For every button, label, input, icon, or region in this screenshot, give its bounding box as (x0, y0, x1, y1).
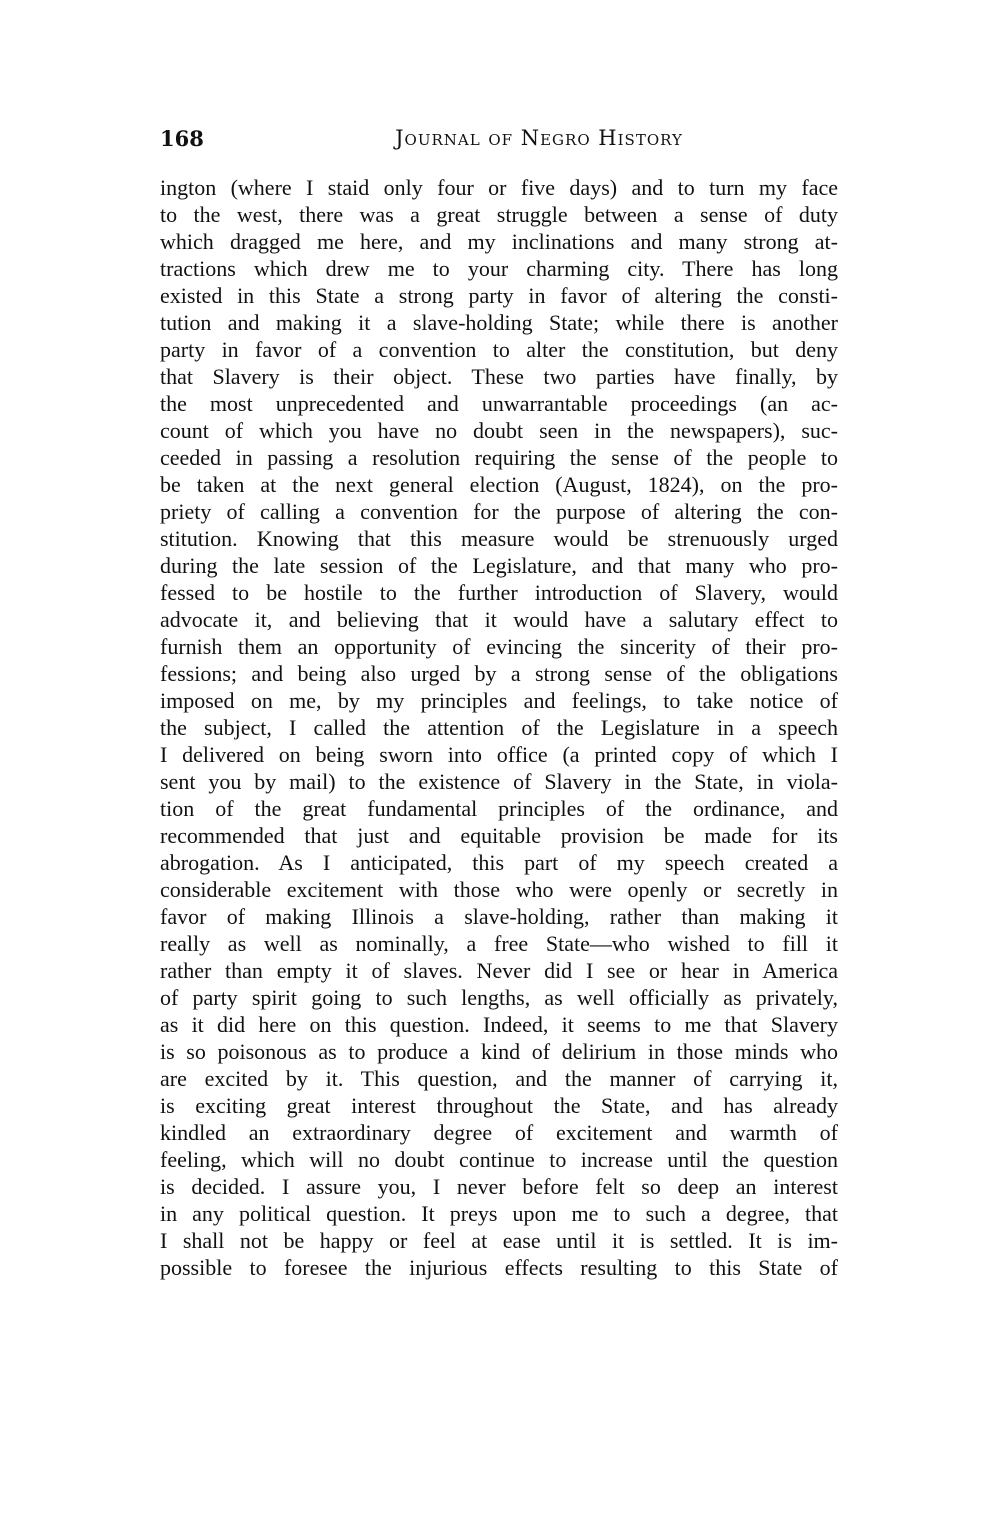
text-line: abrogation. As I anticipated, this part of my speech created a (160, 850, 838, 875)
body-text (160, 174, 838, 1281)
text-line: is decided. I assure you, I never before felt so deep an interest (160, 1174, 838, 1199)
text-line: ington (where I staid only four or five days) and to turn my face (160, 175, 838, 200)
text-line: fessed to be hostile to the further introduction of Slavery, would (160, 580, 838, 605)
text-line: priety of calling a convention for the purpose of altering the con- (160, 499, 838, 524)
text-line: which dragged me here, and my inclinations and many strong at- (160, 229, 838, 254)
text-line: kindled an extraordinary degree of excitement and warmth of (160, 1120, 838, 1145)
page-header (160, 126, 838, 156)
text-line: advocate it, and believing that it would have a salutary effect to (160, 607, 838, 632)
text-line: considerable excitement with those who were openly or secretly in (160, 877, 838, 902)
text-line: party in favor of a convention to alter the constitution, but deny (160, 337, 838, 362)
text-line: possible to foresee the injurious effects resulting to this State of (160, 1255, 838, 1280)
text-line: feeling, which will no doubt continue to increase until the question (160, 1147, 838, 1172)
text-line: as it did here on this question. Indeed, it seems to me that Slavery (160, 1012, 838, 1037)
running-title: Journal of Negro History (395, 126, 683, 150)
text-line: stitution. Knowing that this measure would be strenuously urged (160, 526, 838, 551)
text-line: really as well as nominally, a free State—who wished to fill it (160, 931, 838, 956)
text-line: are excited by it. This question, and the manner of carrying it, (160, 1066, 838, 1091)
text-line: during the late session of the Legislature, and that many who pro- (160, 553, 838, 578)
text-line: fessions; and being also urged by a strong sense of the obligations (160, 661, 838, 686)
text-line: of party spirit going to such lengths, as well officially as privately, (160, 985, 838, 1010)
text-line: is exciting great interest throughout the State, and has already (160, 1093, 838, 1118)
text-line: sent you by mail) to the existence of Slavery in the State, in viola- (160, 769, 838, 794)
text-line: existed in this State a strong party in favor of altering the consti- (160, 283, 838, 308)
text-line: recommended that just and equitable provision be made for its (160, 823, 838, 848)
text-line: imposed on me, by my principles and feelings, to take notice of (160, 688, 838, 713)
text-line: favor of making Illinois a slave-holding, rather than making it (160, 904, 838, 929)
text-line: that Slavery is their object. These two parties have finally, by (160, 364, 838, 389)
text-line: tution and making it a slave-holding State; while there is another (160, 310, 838, 335)
text-line: rather than empty it of slaves. Never did I see or hear in America (160, 958, 838, 983)
text-line: furnish them an opportunity of evincing the sincerity of their pro- (160, 634, 838, 659)
text-line: is so poisonous as to produce a kind of delirium in those minds who (160, 1039, 838, 1064)
text-line: be taken at the next general election (August, 1824), on the pro- (160, 472, 838, 497)
page-number: 168 (160, 126, 204, 151)
text-line: tractions which drew me to your charming city. There has long (160, 256, 838, 281)
text-line: the most unprecedented and unwarrantable proceedings (an ac- (160, 391, 838, 416)
text-line: the subject, I called the attention of the Legislature in a speech (160, 715, 838, 740)
text-line: I delivered on being sworn into office (a printed copy of which I (160, 742, 838, 767)
text-line: tion of the great fundamental principles of the ordinance, and (160, 796, 838, 821)
text-line: I shall not be happy or feel at ease until it is settled. It is im- (160, 1228, 838, 1253)
text-line: to the west, there was a great struggle between a sense of duty (160, 202, 838, 227)
text-line: in any political question. It preys upon me to such a degree, that (160, 1201, 838, 1226)
text-line: count of which you have no doubt seen in the newspapers), suc- (160, 418, 838, 443)
text-line: ceeded in passing a resolution requiring the sense of the people to (160, 445, 838, 470)
